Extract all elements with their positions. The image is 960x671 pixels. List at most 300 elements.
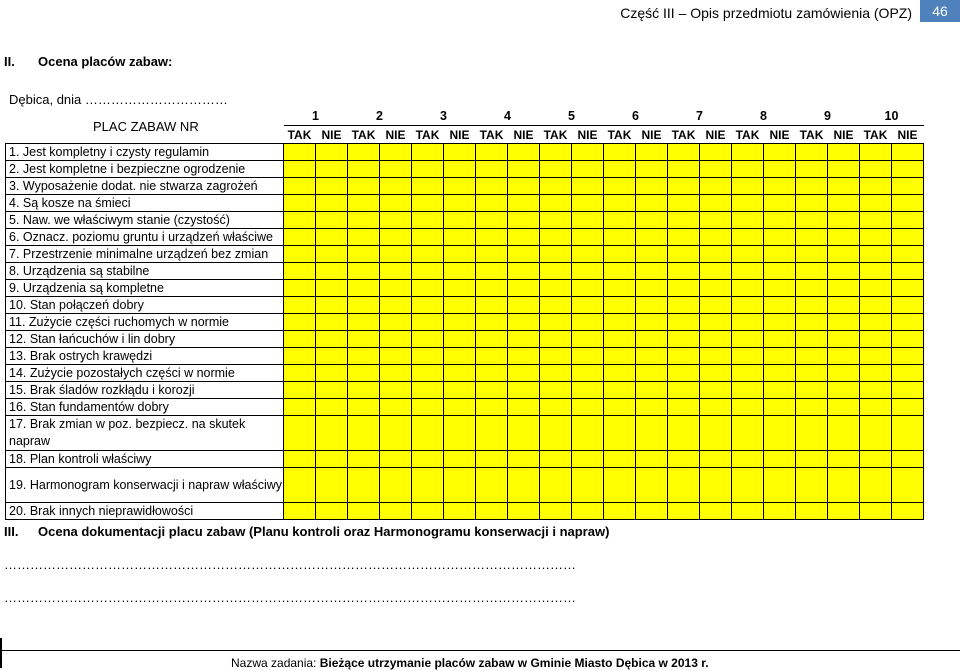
- tak-answer-cell[interactable]: [796, 365, 828, 382]
- tak-answer-cell[interactable]: [348, 144, 380, 161]
- nie-answer-cell[interactable]: [636, 451, 668, 468]
- nie-answer-cell[interactable]: [828, 331, 860, 348]
- tak-answer-cell[interactable]: [604, 314, 636, 331]
- tak-answer-cell[interactable]: [732, 144, 764, 161]
- nie-answer-cell[interactable]: [828, 503, 860, 520]
- nie-answer-cell[interactable]: [764, 195, 796, 212]
- nie-answer-cell[interactable]: [636, 246, 668, 263]
- tak-answer-cell[interactable]: [668, 399, 700, 416]
- tak-answer-cell[interactable]: [476, 503, 508, 520]
- tak-answer-cell[interactable]: [540, 348, 572, 365]
- tak-answer-cell[interactable]: [860, 229, 892, 246]
- tak-answer-cell[interactable]: [860, 195, 892, 212]
- nie-answer-cell[interactable]: [444, 365, 476, 382]
- nie-answer-cell[interactable]: [380, 468, 412, 503]
- tak-answer-cell[interactable]: [860, 212, 892, 229]
- nie-answer-cell[interactable]: [764, 348, 796, 365]
- nie-answer-cell[interactable]: [700, 468, 732, 503]
- tak-answer-cell[interactable]: [860, 468, 892, 503]
- tak-answer-cell[interactable]: [860, 178, 892, 195]
- nie-answer-cell[interactable]: [380, 297, 412, 314]
- tak-answer-cell[interactable]: [604, 246, 636, 263]
- nie-answer-cell[interactable]: [316, 212, 348, 229]
- nie-answer-cell[interactable]: [892, 348, 924, 365]
- nie-answer-cell[interactable]: [764, 416, 796, 451]
- nie-answer-cell[interactable]: [636, 416, 668, 451]
- tak-answer-cell[interactable]: [796, 212, 828, 229]
- tak-answer-cell[interactable]: [668, 382, 700, 399]
- tak-answer-cell[interactable]: [860, 382, 892, 399]
- tak-answer-cell[interactable]: [668, 468, 700, 503]
- nie-answer-cell[interactable]: [828, 348, 860, 365]
- tak-answer-cell[interactable]: [796, 195, 828, 212]
- tak-answer-cell[interactable]: [668, 348, 700, 365]
- tak-answer-cell[interactable]: [540, 382, 572, 399]
- nie-answer-cell[interactable]: [892, 314, 924, 331]
- tak-answer-cell[interactable]: [732, 246, 764, 263]
- nie-answer-cell[interactable]: [828, 212, 860, 229]
- tak-answer-cell[interactable]: [540, 416, 572, 451]
- tak-answer-cell[interactable]: [604, 468, 636, 503]
- tak-answer-cell[interactable]: [540, 178, 572, 195]
- nie-answer-cell[interactable]: [508, 212, 540, 229]
- tak-answer-cell[interactable]: [604, 178, 636, 195]
- nie-answer-cell[interactable]: [444, 314, 476, 331]
- tak-answer-cell[interactable]: [412, 178, 444, 195]
- nie-answer-cell[interactable]: [380, 331, 412, 348]
- tak-answer-cell[interactable]: [732, 161, 764, 178]
- tak-answer-cell[interactable]: [476, 365, 508, 382]
- nie-answer-cell[interactable]: [636, 212, 668, 229]
- tak-answer-cell[interactable]: [284, 399, 316, 416]
- nie-answer-cell[interactable]: [892, 399, 924, 416]
- tak-answer-cell[interactable]: [668, 503, 700, 520]
- nie-answer-cell[interactable]: [828, 280, 860, 297]
- tak-answer-cell[interactable]: [860, 144, 892, 161]
- nie-answer-cell[interactable]: [700, 212, 732, 229]
- nie-answer-cell[interactable]: [764, 229, 796, 246]
- nie-answer-cell[interactable]: [444, 297, 476, 314]
- nie-answer-cell[interactable]: [828, 314, 860, 331]
- nie-answer-cell[interactable]: [700, 229, 732, 246]
- nie-answer-cell[interactable]: [764, 468, 796, 503]
- tak-answer-cell[interactable]: [860, 331, 892, 348]
- nie-answer-cell[interactable]: [572, 263, 604, 280]
- tak-answer-cell[interactable]: [540, 468, 572, 503]
- tak-answer-cell[interactable]: [476, 451, 508, 468]
- tak-answer-cell[interactable]: [348, 212, 380, 229]
- tak-answer-cell[interactable]: [348, 468, 380, 503]
- tak-answer-cell[interactable]: [348, 451, 380, 468]
- tak-answer-cell[interactable]: [860, 246, 892, 263]
- tak-answer-cell[interactable]: [540, 229, 572, 246]
- tak-answer-cell[interactable]: [732, 348, 764, 365]
- tak-answer-cell[interactable]: [860, 365, 892, 382]
- nie-answer-cell[interactable]: [316, 178, 348, 195]
- tak-answer-cell[interactable]: [476, 280, 508, 297]
- tak-answer-cell[interactable]: [732, 314, 764, 331]
- nie-answer-cell[interactable]: [892, 280, 924, 297]
- tak-answer-cell[interactable]: [860, 451, 892, 468]
- nie-answer-cell[interactable]: [828, 263, 860, 280]
- tak-answer-cell[interactable]: [732, 468, 764, 503]
- nie-answer-cell[interactable]: [508, 161, 540, 178]
- nie-answer-cell[interactable]: [700, 382, 732, 399]
- nie-answer-cell[interactable]: [444, 399, 476, 416]
- nie-answer-cell[interactable]: [828, 178, 860, 195]
- tak-answer-cell[interactable]: [860, 503, 892, 520]
- tak-answer-cell[interactable]: [668, 229, 700, 246]
- nie-answer-cell[interactable]: [444, 263, 476, 280]
- nie-answer-cell[interactable]: [316, 416, 348, 451]
- tak-answer-cell[interactable]: [284, 280, 316, 297]
- tak-answer-cell[interactable]: [668, 263, 700, 280]
- nie-answer-cell[interactable]: [572, 382, 604, 399]
- nie-answer-cell[interactable]: [380, 399, 412, 416]
- tak-answer-cell[interactable]: [540, 399, 572, 416]
- tak-answer-cell[interactable]: [796, 503, 828, 520]
- nie-answer-cell[interactable]: [764, 503, 796, 520]
- tak-answer-cell[interactable]: [860, 280, 892, 297]
- nie-answer-cell[interactable]: [380, 178, 412, 195]
- nie-answer-cell[interactable]: [380, 263, 412, 280]
- tak-answer-cell[interactable]: [348, 314, 380, 331]
- nie-answer-cell[interactable]: [508, 399, 540, 416]
- nie-answer-cell[interactable]: [636, 280, 668, 297]
- tak-answer-cell[interactable]: [540, 246, 572, 263]
- tak-answer-cell[interactable]: [668, 297, 700, 314]
- tak-answer-cell[interactable]: [604, 297, 636, 314]
- tak-answer-cell[interactable]: [476, 195, 508, 212]
- tak-answer-cell[interactable]: [860, 263, 892, 280]
- nie-answer-cell[interactable]: [444, 195, 476, 212]
- tak-answer-cell[interactable]: [540, 314, 572, 331]
- tak-answer-cell[interactable]: [796, 178, 828, 195]
- nie-answer-cell[interactable]: [316, 229, 348, 246]
- tak-answer-cell[interactable]: [284, 382, 316, 399]
- nie-answer-cell[interactable]: [636, 382, 668, 399]
- nie-answer-cell[interactable]: [380, 195, 412, 212]
- nie-answer-cell[interactable]: [572, 503, 604, 520]
- tak-answer-cell[interactable]: [732, 331, 764, 348]
- tak-answer-cell[interactable]: [348, 263, 380, 280]
- nie-answer-cell[interactable]: [892, 297, 924, 314]
- tak-answer-cell[interactable]: [348, 382, 380, 399]
- tak-answer-cell[interactable]: [796, 348, 828, 365]
- tak-answer-cell[interactable]: [860, 297, 892, 314]
- nie-answer-cell[interactable]: [508, 297, 540, 314]
- nie-answer-cell[interactable]: [316, 382, 348, 399]
- tak-answer-cell[interactable]: [284, 416, 316, 451]
- tak-answer-cell[interactable]: [668, 178, 700, 195]
- tak-answer-cell[interactable]: [796, 382, 828, 399]
- tak-answer-cell[interactable]: [604, 229, 636, 246]
- nie-answer-cell[interactable]: [700, 178, 732, 195]
- tak-answer-cell[interactable]: [476, 263, 508, 280]
- nie-answer-cell[interactable]: [380, 161, 412, 178]
- nie-answer-cell[interactable]: [444, 144, 476, 161]
- nie-answer-cell[interactable]: [316, 348, 348, 365]
- nie-answer-cell[interactable]: [892, 331, 924, 348]
- nie-answer-cell[interactable]: [572, 212, 604, 229]
- tak-answer-cell[interactable]: [668, 212, 700, 229]
- nie-answer-cell[interactable]: [316, 331, 348, 348]
- nie-answer-cell[interactable]: [764, 314, 796, 331]
- nie-answer-cell[interactable]: [892, 178, 924, 195]
- tak-answer-cell[interactable]: [796, 468, 828, 503]
- tak-answer-cell[interactable]: [476, 331, 508, 348]
- tak-answer-cell[interactable]: [668, 280, 700, 297]
- tak-answer-cell[interactable]: [412, 331, 444, 348]
- tak-answer-cell[interactable]: [604, 416, 636, 451]
- tak-answer-cell[interactable]: [284, 263, 316, 280]
- nie-answer-cell[interactable]: [892, 382, 924, 399]
- tak-answer-cell[interactable]: [540, 212, 572, 229]
- nie-answer-cell[interactable]: [380, 416, 412, 451]
- nie-answer-cell[interactable]: [508, 365, 540, 382]
- tak-answer-cell[interactable]: [732, 382, 764, 399]
- nie-answer-cell[interactable]: [316, 246, 348, 263]
- nie-answer-cell[interactable]: [892, 144, 924, 161]
- tak-answer-cell[interactable]: [796, 314, 828, 331]
- nie-answer-cell[interactable]: [700, 161, 732, 178]
- tak-answer-cell[interactable]: [604, 195, 636, 212]
- nie-answer-cell[interactable]: [444, 178, 476, 195]
- nie-answer-cell[interactable]: [380, 229, 412, 246]
- nie-answer-cell[interactable]: [508, 280, 540, 297]
- nie-answer-cell[interactable]: [700, 263, 732, 280]
- tak-answer-cell[interactable]: [284, 212, 316, 229]
- nie-answer-cell[interactable]: [764, 280, 796, 297]
- tak-answer-cell[interactable]: [476, 399, 508, 416]
- tak-answer-cell[interactable]: [348, 178, 380, 195]
- tak-answer-cell[interactable]: [796, 416, 828, 451]
- nie-answer-cell[interactable]: [700, 331, 732, 348]
- nie-answer-cell[interactable]: [508, 229, 540, 246]
- nie-answer-cell[interactable]: [380, 365, 412, 382]
- tak-answer-cell[interactable]: [668, 365, 700, 382]
- nie-answer-cell[interactable]: [444, 161, 476, 178]
- tak-answer-cell[interactable]: [796, 144, 828, 161]
- tak-answer-cell[interactable]: [540, 195, 572, 212]
- tak-answer-cell[interactable]: [540, 365, 572, 382]
- nie-answer-cell[interactable]: [636, 144, 668, 161]
- nie-answer-cell[interactable]: [700, 503, 732, 520]
- nie-answer-cell[interactable]: [444, 382, 476, 399]
- tak-answer-cell[interactable]: [796, 297, 828, 314]
- tak-answer-cell[interactable]: [284, 229, 316, 246]
- tak-answer-cell[interactable]: [412, 297, 444, 314]
- tak-answer-cell[interactable]: [412, 212, 444, 229]
- nie-answer-cell[interactable]: [828, 144, 860, 161]
- nie-answer-cell[interactable]: [636, 468, 668, 503]
- tak-answer-cell[interactable]: [540, 503, 572, 520]
- tak-answer-cell[interactable]: [412, 246, 444, 263]
- nie-answer-cell[interactable]: [892, 451, 924, 468]
- tak-answer-cell[interactable]: [284, 314, 316, 331]
- nie-answer-cell[interactable]: [764, 246, 796, 263]
- tak-answer-cell[interactable]: [476, 144, 508, 161]
- nie-answer-cell[interactable]: [380, 144, 412, 161]
- nie-answer-cell[interactable]: [508, 263, 540, 280]
- nie-answer-cell[interactable]: [700, 451, 732, 468]
- nie-answer-cell[interactable]: [828, 451, 860, 468]
- nie-answer-cell[interactable]: [508, 503, 540, 520]
- nie-answer-cell[interactable]: [316, 144, 348, 161]
- nie-answer-cell[interactable]: [892, 229, 924, 246]
- tak-answer-cell[interactable]: [348, 348, 380, 365]
- tak-answer-cell[interactable]: [476, 416, 508, 451]
- tak-answer-cell[interactable]: [284, 161, 316, 178]
- nie-answer-cell[interactable]: [764, 178, 796, 195]
- nie-answer-cell[interactable]: [508, 195, 540, 212]
- tak-answer-cell[interactable]: [476, 468, 508, 503]
- nie-answer-cell[interactable]: [316, 468, 348, 503]
- nie-answer-cell[interactable]: [764, 382, 796, 399]
- tak-answer-cell[interactable]: [796, 451, 828, 468]
- nie-answer-cell[interactable]: [700, 246, 732, 263]
- nie-answer-cell[interactable]: [828, 229, 860, 246]
- nie-answer-cell[interactable]: [572, 161, 604, 178]
- tak-answer-cell[interactable]: [412, 416, 444, 451]
- tak-answer-cell[interactable]: [540, 297, 572, 314]
- nie-answer-cell[interactable]: [700, 144, 732, 161]
- tak-answer-cell[interactable]: [412, 348, 444, 365]
- tak-answer-cell[interactable]: [284, 451, 316, 468]
- nie-answer-cell[interactable]: [444, 451, 476, 468]
- tak-answer-cell[interactable]: [732, 229, 764, 246]
- nie-answer-cell[interactable]: [444, 468, 476, 503]
- tak-answer-cell[interactable]: [348, 399, 380, 416]
- nie-answer-cell[interactable]: [636, 297, 668, 314]
- tak-answer-cell[interactable]: [412, 280, 444, 297]
- nie-answer-cell[interactable]: [892, 212, 924, 229]
- tak-answer-cell[interactable]: [540, 280, 572, 297]
- nie-answer-cell[interactable]: [572, 144, 604, 161]
- tak-answer-cell[interactable]: [412, 263, 444, 280]
- tak-answer-cell[interactable]: [604, 280, 636, 297]
- tak-answer-cell[interactable]: [476, 161, 508, 178]
- nie-answer-cell[interactable]: [508, 144, 540, 161]
- nie-answer-cell[interactable]: [636, 263, 668, 280]
- nie-answer-cell[interactable]: [316, 195, 348, 212]
- tak-answer-cell[interactable]: [860, 348, 892, 365]
- tak-answer-cell[interactable]: [284, 331, 316, 348]
- nie-answer-cell[interactable]: [636, 229, 668, 246]
- tak-answer-cell[interactable]: [668, 331, 700, 348]
- tak-answer-cell[interactable]: [412, 195, 444, 212]
- tak-answer-cell[interactable]: [412, 365, 444, 382]
- tak-answer-cell[interactable]: [732, 451, 764, 468]
- nie-answer-cell[interactable]: [892, 416, 924, 451]
- tak-answer-cell[interactable]: [732, 503, 764, 520]
- nie-answer-cell[interactable]: [764, 365, 796, 382]
- nie-answer-cell[interactable]: [764, 161, 796, 178]
- tak-answer-cell[interactable]: [412, 451, 444, 468]
- nie-answer-cell[interactable]: [828, 365, 860, 382]
- nie-answer-cell[interactable]: [636, 348, 668, 365]
- tak-answer-cell[interactable]: [668, 195, 700, 212]
- tak-answer-cell[interactable]: [668, 246, 700, 263]
- tak-answer-cell[interactable]: [796, 161, 828, 178]
- nie-answer-cell[interactable]: [316, 297, 348, 314]
- nie-answer-cell[interactable]: [892, 503, 924, 520]
- tak-answer-cell[interactable]: [348, 161, 380, 178]
- nie-answer-cell[interactable]: [764, 263, 796, 280]
- tak-answer-cell[interactable]: [796, 280, 828, 297]
- nie-answer-cell[interactable]: [700, 297, 732, 314]
- tak-answer-cell[interactable]: [284, 365, 316, 382]
- nie-answer-cell[interactable]: [444, 280, 476, 297]
- nie-answer-cell[interactable]: [380, 314, 412, 331]
- tak-answer-cell[interactable]: [284, 468, 316, 503]
- tak-answer-cell[interactable]: [348, 229, 380, 246]
- nie-answer-cell[interactable]: [892, 161, 924, 178]
- tak-answer-cell[interactable]: [412, 161, 444, 178]
- nie-answer-cell[interactable]: [316, 280, 348, 297]
- nie-answer-cell[interactable]: [892, 263, 924, 280]
- tak-answer-cell[interactable]: [732, 399, 764, 416]
- nie-answer-cell[interactable]: [700, 348, 732, 365]
- tak-answer-cell[interactable]: [796, 246, 828, 263]
- nie-answer-cell[interactable]: [508, 348, 540, 365]
- nie-answer-cell[interactable]: [380, 382, 412, 399]
- tak-answer-cell[interactable]: [668, 451, 700, 468]
- nie-answer-cell[interactable]: [572, 451, 604, 468]
- tak-answer-cell[interactable]: [540, 331, 572, 348]
- nie-answer-cell[interactable]: [572, 246, 604, 263]
- nie-answer-cell[interactable]: [828, 416, 860, 451]
- tak-answer-cell[interactable]: [412, 503, 444, 520]
- nie-answer-cell[interactable]: [828, 382, 860, 399]
- nie-answer-cell[interactable]: [636, 195, 668, 212]
- nie-answer-cell[interactable]: [700, 314, 732, 331]
- tak-answer-cell[interactable]: [796, 263, 828, 280]
- nie-answer-cell[interactable]: [636, 503, 668, 520]
- nie-answer-cell[interactable]: [444, 229, 476, 246]
- nie-answer-cell[interactable]: [764, 212, 796, 229]
- nie-answer-cell[interactable]: [444, 503, 476, 520]
- nie-answer-cell[interactable]: [764, 144, 796, 161]
- tak-answer-cell[interactable]: [732, 297, 764, 314]
- tak-answer-cell[interactable]: [732, 280, 764, 297]
- nie-answer-cell[interactable]: [316, 503, 348, 520]
- tak-answer-cell[interactable]: [348, 503, 380, 520]
- nie-answer-cell[interactable]: [508, 468, 540, 503]
- nie-answer-cell[interactable]: [444, 348, 476, 365]
- nie-answer-cell[interactable]: [380, 246, 412, 263]
- tak-answer-cell[interactable]: [668, 144, 700, 161]
- tak-answer-cell[interactable]: [796, 399, 828, 416]
- nie-answer-cell[interactable]: [572, 229, 604, 246]
- nie-answer-cell[interactable]: [828, 399, 860, 416]
- nie-answer-cell[interactable]: [572, 280, 604, 297]
- tak-answer-cell[interactable]: [668, 314, 700, 331]
- tak-answer-cell[interactable]: [604, 331, 636, 348]
- tak-answer-cell[interactable]: [732, 263, 764, 280]
- nie-answer-cell[interactable]: [316, 314, 348, 331]
- tak-answer-cell[interactable]: [604, 382, 636, 399]
- tak-answer-cell[interactable]: [412, 314, 444, 331]
- nie-answer-cell[interactable]: [316, 399, 348, 416]
- nie-answer-cell[interactable]: [444, 416, 476, 451]
- tak-answer-cell[interactable]: [412, 382, 444, 399]
- nie-answer-cell[interactable]: [828, 195, 860, 212]
- tak-answer-cell[interactable]: [604, 348, 636, 365]
- nie-answer-cell[interactable]: [828, 161, 860, 178]
- nie-answer-cell[interactable]: [700, 280, 732, 297]
- tak-answer-cell[interactable]: [476, 229, 508, 246]
